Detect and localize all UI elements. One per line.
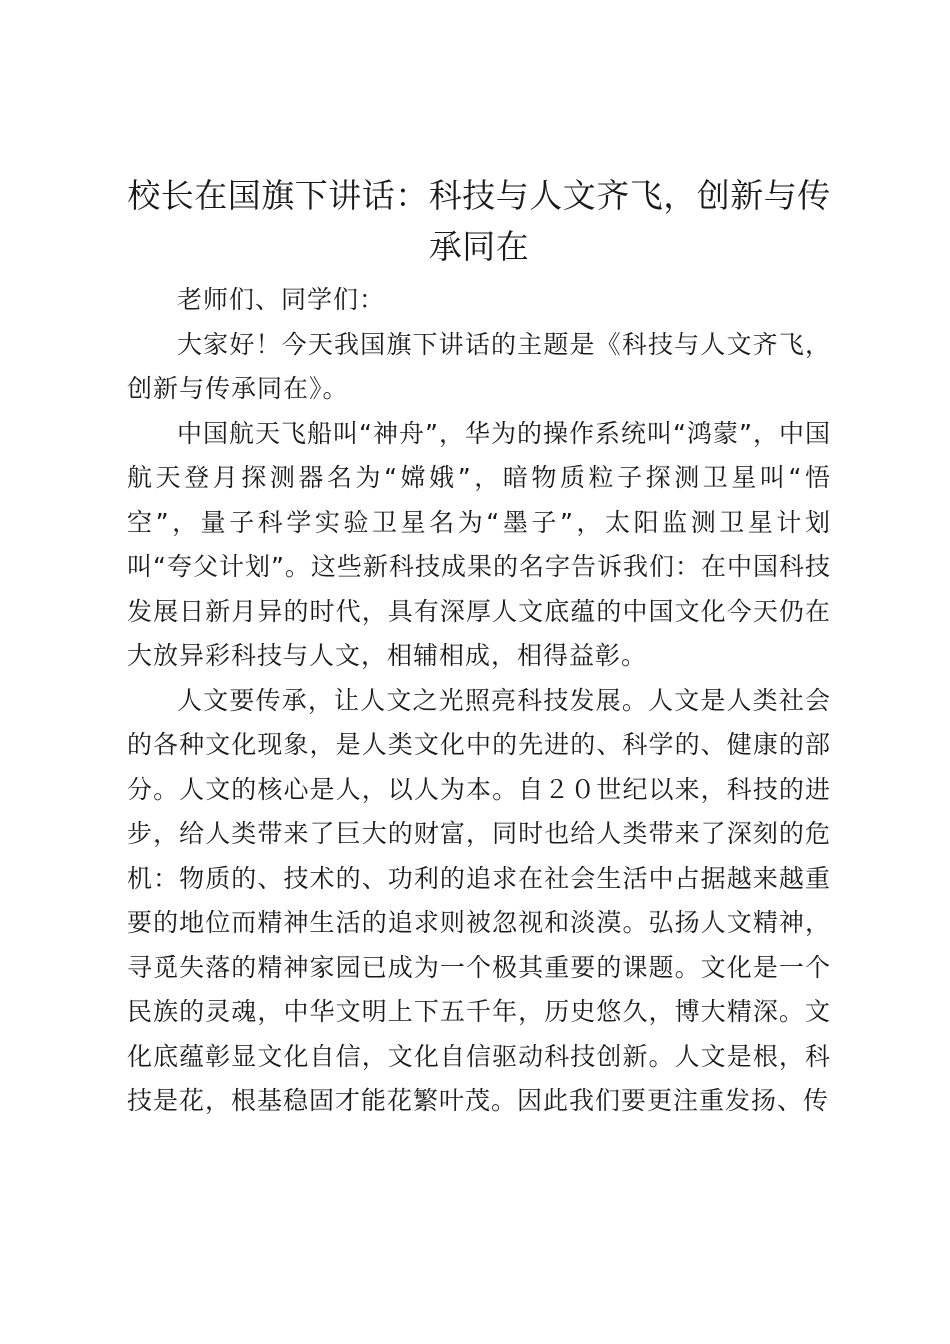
- paragraph-names: 中国航天飞船叫“神舟”，华为的操作系统叫“鸿蒙”，中国航天登月探测器名为“嫦娥”，暗物质粒子探测卫星叫“悟空”，量子科学实验卫星名为“墨子”，太阳监测卫星计划叫“夸父计划”。这些新科技成果的名字告诉我们：在中国科技发展日新月异的时代，具有深厚人文底蕴的中国文化今天仍在大放异彩科技与人文，相辅相成，相得益彰。: [127, 418, 831, 670]
- document-body: [127, 170, 831, 1124]
- salutation: 老师们、同学们：: [177, 285, 386, 314]
- paragraph-humanities: 人文要传承，让人文之光照亮科技发展。人文是人类社会的各种文化现象，是人类文化中的先进的、科学的、健康的部分。人文的核心是人，以人为本。自２０世纪以来，科技的进步，给人类带来了巨大的财富，同时也给人类带来了深刻的危机：物质的、技术的、功利的追求在社会生活中占据越来越重要的地位而精神生活的追求则被忽视和淡漠。弘扬人文精神，寻觅失落的精神家园已成为一个极其重要的课题。文化是一个民族的灵魂，中华文明上下五千年，历史悠久，博大精深。文化底蕴彰显文化自信，文化自信驱动科技创新。人文是根，科技是花，根基稳固才能花繁叶茂。因此我们要更注重发扬、传: [127, 685, 831, 1115]
- paragraph-intro: 大家好！今天我国旗下讲话的主题是《科技与人文齐飞，创新与传承同在》。: [127, 329, 831, 403]
- document-title: 校长在国旗下讲话：科技与人文齐飞，创新与传承同在: [127, 176, 831, 266]
